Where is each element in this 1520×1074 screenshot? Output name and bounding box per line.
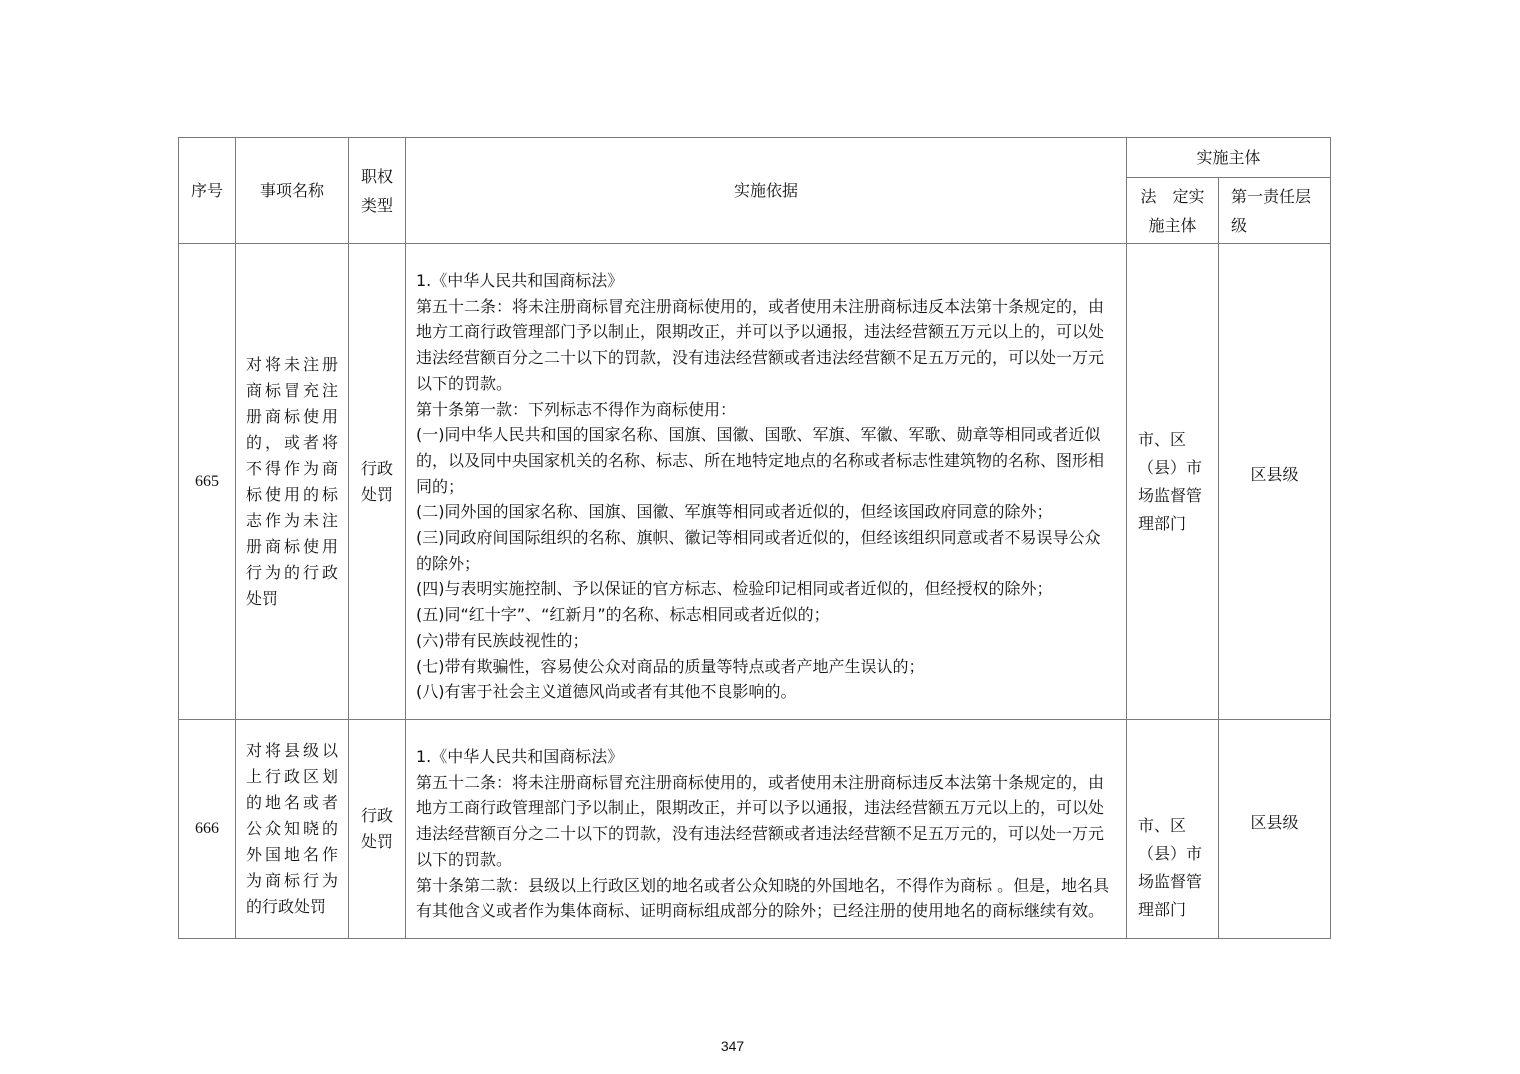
table-row <box>179 244 1331 720</box>
header-row-1 <box>179 138 1331 178</box>
row-item-name: 对将未注册商标冒充注册商标使用的，或者将不得作为商标使用的标志作为未注册商标使用行为的行政处罚 <box>236 244 349 720</box>
basis-line: (八)有害于社会主义道德风尚或者有其他不良影响的。 <box>416 682 797 702</box>
basis-line: (二)同外国的国家名称、国旗、国徽、军旗等相同或者近似的，但经该国政府同意的除外； <box>416 502 1053 522</box>
row-basis <box>406 720 1127 939</box>
row-power-type: 行政处罚 <box>349 720 406 939</box>
row-seq: 666 <box>179 720 236 939</box>
basis-line: (五)同“红十字”、“红新月”的名称、标志相同或者近似的； <box>416 605 830 625</box>
row-legal-subject: 市、区（县）市场监督管理部门 <box>1127 720 1219 939</box>
row-first-level: 区县级 <box>1219 720 1331 939</box>
row-seq: 665 <box>179 244 236 720</box>
header-item-name: 事项名称 <box>236 138 349 244</box>
row-power-type: 行政处罚 <box>349 244 406 720</box>
header-legal-subject: 法 定实施主体 <box>1127 178 1219 244</box>
basis-line: (七)带有欺骗性，容易使公众对商品的质量等特点或者产地产生误认的； <box>416 656 925 676</box>
basis-line: (四)与表明实施控制、予以保证的官方标志、检验印记相同或者近似的，但经授权的除外； <box>416 579 1053 599</box>
basis-line: 1.《中华人民共和国商标法》 <box>416 271 624 291</box>
basis-line: 第十条第二款：县级以上行政区划的地名或者公众知晓的外国地名，不得作为商标 。但是，地名具有其他含义或者作为集体商标、证明商标组成部分的除外；已经注册的使用地名的商标继续有效。 <box>416 875 1110 921</box>
header-seq: 序号 <box>179 138 236 244</box>
basis-line: 1.《中华人民共和国商标法》 <box>416 747 624 767</box>
row-basis <box>406 244 1127 720</box>
header-power-type: 职权类型 <box>349 138 406 244</box>
header-basis: 实施依据 <box>406 138 1127 244</box>
row-item-name: 对将县级以上行政区划的地名或者公众知晓的外国地名作为商标行为的行政处罚 <box>236 720 349 939</box>
header-subject: 实施主体 <box>1127 138 1331 178</box>
basis-line: 第五十二条：将未注册商标冒充注册商标使用的，或者使用未注册商标违反本法第十条规定的，由地方工商行政管理部门予以制止，限期改正，并可以予以通报，违法经营额五万元以上的，可以处违法经营额百分之二十以下的罚款，没有违法经营额或者违法经营额不足五万元的，可以处一万元以下的罚款。 <box>416 772 1105 869</box>
basis-line: 第十条第一款：下列标志不得作为商标使用： <box>416 399 737 419</box>
row-legal-subject: 市、区（县）市场监督管理部门 <box>1127 244 1219 720</box>
header-first-level: 第一责任层级 <box>1219 178 1331 244</box>
basis-line: (三)同政府间国际组织的名称、旗帜、徽记等相同或者近似的，但经该组织同意或者不易误导公众的除外； <box>416 528 1101 573</box>
enforcement-table <box>178 137 1331 939</box>
page-number: 347 <box>720 1038 745 1054</box>
basis-line: 第五十二条：将未注册商标冒充注册商标使用的，或者使用未注册商标违反本法第十条规定的，由地方工商行政管理部门予以制止，限期改正，并可以予以通报，违法经营额五万元以上的，可以处违法经营额百分之二十以下的罚款，没有违法经营额或者违法经营额不足五万元的，可以处一万元以下的罚款。 <box>416 296 1105 393</box>
basis-line: (六)带有民族歧视性的； <box>416 630 589 650</box>
basis-line: (一)同中华人民共和国的国家名称、国旗、国徽、国歌、军旗、军徽、军歌、勋章等相同或者近似的，以及同中央国家机关的名称、标志、所在地特定地点的名称或者标志性建筑物的名称、图形相同的； <box>416 425 1105 496</box>
table-row <box>179 720 1331 939</box>
row-first-level: 区县级 <box>1219 244 1331 720</box>
